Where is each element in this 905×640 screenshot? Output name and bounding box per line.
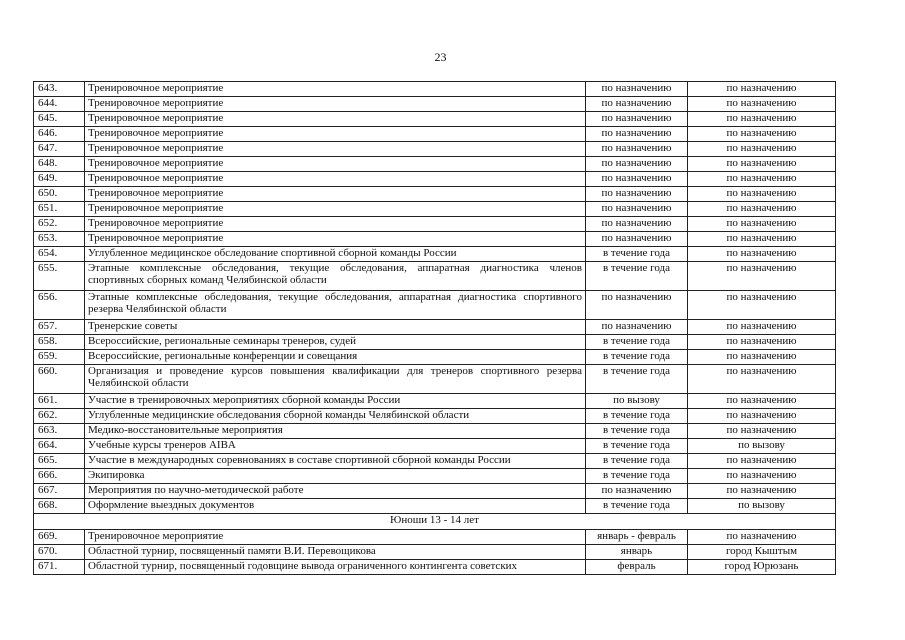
event-name: Тренировочное мероприятие <box>85 112 586 127</box>
table-row <box>34 202 836 217</box>
row-number: 657. <box>34 320 85 335</box>
event-date: в течение года <box>586 499 688 514</box>
event-place: по назначению <box>688 187 836 202</box>
event-place: по назначению <box>688 97 836 112</box>
row-number: 649. <box>34 172 85 187</box>
event-name: Тренировочное мероприятие <box>85 202 586 217</box>
event-name: Этапные комплексные обследования, текущие обследования, аппаратная диагностика членов спортивных сборных команд Челябинской области <box>85 262 586 291</box>
row-number: 644. <box>34 97 85 112</box>
event-name: Тренировочное мероприятие <box>85 187 586 202</box>
table-row <box>34 187 836 202</box>
event-date: по назначению <box>586 217 688 232</box>
event-name: Тренировочное мероприятие <box>85 217 586 232</box>
event-date: январь - февраль <box>586 530 688 545</box>
event-name: Областной турнир, посвященный годовщине вывода ограниченного контингента советских <box>85 560 586 575</box>
event-date: по назначению <box>586 82 688 97</box>
table-row <box>34 424 836 439</box>
event-place: по вызову <box>688 499 836 514</box>
event-name: Организация и проведение курсов повышения квалификации для тренеров спортивного резерва Челябинской области <box>85 365 586 394</box>
row-number: 652. <box>34 217 85 232</box>
event-name: Медико-восстановительные мероприятия <box>85 424 586 439</box>
row-number: 654. <box>34 247 85 262</box>
schedule-table <box>33 81 836 575</box>
table-row <box>34 454 836 469</box>
event-place: по назначению <box>688 157 836 172</box>
event-date: по назначению <box>586 127 688 142</box>
event-place: по назначению <box>688 291 836 320</box>
event-name: Этапные комплексные обследования, текущие обследования, аппаратная диагностика спортивного резерва Челябинской области <box>85 291 586 320</box>
row-number: 666. <box>34 469 85 484</box>
event-date: в течение года <box>586 469 688 484</box>
event-name: Мероприятия по научно-методической работе <box>85 484 586 499</box>
row-number: 651. <box>34 202 85 217</box>
row-number: 648. <box>34 157 85 172</box>
table-row <box>34 247 836 262</box>
row-number: 647. <box>34 142 85 157</box>
table-row <box>34 545 836 560</box>
table-row <box>34 335 836 350</box>
event-name: Тренировочное мероприятие <box>85 530 586 545</box>
event-name: Тренировочное мероприятие <box>85 172 586 187</box>
table-row <box>34 409 836 424</box>
event-name: Углубленные медицинские обследования сборной команды Челябинской области <box>85 409 586 424</box>
row-number: 650. <box>34 187 85 202</box>
event-place: по назначению <box>688 335 836 350</box>
table-row <box>34 291 836 320</box>
event-place: по назначению <box>688 142 836 157</box>
event-name: Тренировочное мероприятие <box>85 82 586 97</box>
event-place: город Кыштым <box>688 545 836 560</box>
event-date: в течение года <box>586 262 688 291</box>
row-number: 659. <box>34 350 85 365</box>
event-date: в течение года <box>586 439 688 454</box>
event-date: в течение года <box>586 335 688 350</box>
event-date: по назначению <box>586 142 688 157</box>
event-place: по назначению <box>688 350 836 365</box>
row-number: 653. <box>34 232 85 247</box>
row-number: 643. <box>34 82 85 97</box>
event-name: Учебные курсы тренеров AIBA <box>85 439 586 454</box>
table-row <box>34 394 836 409</box>
event-name: Областной турнир, посвященный памяти В.И. Перевощикова <box>85 545 586 560</box>
page-number: 23 <box>434 50 447 64</box>
event-place: по назначению <box>688 365 836 394</box>
event-place: по назначению <box>688 262 836 291</box>
event-name: Тренировочное мероприятие <box>85 157 586 172</box>
event-date: по назначению <box>586 202 688 217</box>
row-number: 662. <box>34 409 85 424</box>
event-name: Всероссийские, региональные конференции и совещания <box>85 350 586 365</box>
event-place: по назначению <box>688 82 836 97</box>
table-row <box>34 97 836 112</box>
event-date: по вызову <box>586 394 688 409</box>
event-date: по назначению <box>586 172 688 187</box>
section-title: Юноши 13 - 14 лет <box>34 514 836 530</box>
section-header-row <box>34 514 836 530</box>
table-row <box>34 439 836 454</box>
event-name: Тренировочное мероприятие <box>85 232 586 247</box>
event-name: Тренировочное мероприятие <box>85 97 586 112</box>
event-date: в течение года <box>586 424 688 439</box>
row-number: 655. <box>34 262 85 291</box>
event-name: Всероссийские, региональные семинары тренеров, судей <box>85 335 586 350</box>
table-row <box>34 560 836 575</box>
event-place: по вызову <box>688 439 836 454</box>
event-place: по назначению <box>688 469 836 484</box>
event-place: по назначению <box>688 454 836 469</box>
row-number: 669. <box>34 530 85 545</box>
event-place: по назначению <box>688 394 836 409</box>
table-row <box>34 82 836 97</box>
table-row <box>34 127 836 142</box>
table-row <box>34 530 836 545</box>
event-place: город Юрюзань <box>688 560 836 575</box>
row-number: 664. <box>34 439 85 454</box>
event-date: в течение года <box>586 365 688 394</box>
row-number: 645. <box>34 112 85 127</box>
table-row <box>34 499 836 514</box>
schedule-body <box>34 82 836 575</box>
row-number: 665. <box>34 454 85 469</box>
table-row <box>34 142 836 157</box>
row-number: 658. <box>34 335 85 350</box>
event-name: Участие в международных соревнованиях в составе спортивной сборной команды России <box>85 454 586 469</box>
event-name: Углубленное медицинское обследование спортивной сборной команды России <box>85 247 586 262</box>
table-row <box>34 157 836 172</box>
table-row <box>34 112 836 127</box>
event-place: по назначению <box>688 112 836 127</box>
event-name: Оформление выездных документов <box>85 499 586 514</box>
row-number: 656. <box>34 291 85 320</box>
event-place: по назначению <box>688 232 836 247</box>
row-number: 668. <box>34 499 85 514</box>
event-place: по назначению <box>688 424 836 439</box>
table-row <box>34 350 836 365</box>
event-date: по назначению <box>586 157 688 172</box>
table-row <box>34 262 836 291</box>
table-row <box>34 172 836 187</box>
event-date: по назначению <box>586 187 688 202</box>
row-number: 646. <box>34 127 85 142</box>
event-date: в течение года <box>586 454 688 469</box>
event-date: февраль <box>586 560 688 575</box>
event-place: по назначению <box>688 202 836 217</box>
event-place: по назначению <box>688 247 836 262</box>
event-date: январь <box>586 545 688 560</box>
event-name: Тренировочное мероприятие <box>85 127 586 142</box>
row-number: 661. <box>34 394 85 409</box>
event-date: по назначению <box>586 232 688 247</box>
row-number: 660. <box>34 365 85 394</box>
event-place: по назначению <box>688 484 836 499</box>
table-row <box>34 320 836 335</box>
event-name: Тренерские советы <box>85 320 586 335</box>
event-name: Тренировочное мероприятие <box>85 142 586 157</box>
event-date: по назначению <box>586 112 688 127</box>
event-date: в течение года <box>586 409 688 424</box>
event-date: по назначению <box>586 320 688 335</box>
row-number: 671. <box>34 560 85 575</box>
event-date: в течение года <box>586 247 688 262</box>
table-row <box>34 365 836 394</box>
event-name: Экипировка <box>85 469 586 484</box>
event-place: по назначению <box>688 530 836 545</box>
event-place: по назначению <box>688 172 836 187</box>
event-date: в течение года <box>586 350 688 365</box>
event-place: по назначению <box>688 409 836 424</box>
row-number: 670. <box>34 545 85 560</box>
event-name: Участие в тренировочных мероприятиях сборной команды России <box>85 394 586 409</box>
event-date: по назначению <box>586 291 688 320</box>
event-place: по назначению <box>688 217 836 232</box>
event-place: по назначению <box>688 320 836 335</box>
table-row <box>34 484 836 499</box>
event-date: по назначению <box>586 97 688 112</box>
table-row <box>34 469 836 484</box>
row-number: 663. <box>34 424 85 439</box>
event-place: по назначению <box>688 127 836 142</box>
table-row <box>34 217 836 232</box>
row-number: 667. <box>34 484 85 499</box>
event-date: по назначению <box>586 484 688 499</box>
table-row <box>34 232 836 247</box>
